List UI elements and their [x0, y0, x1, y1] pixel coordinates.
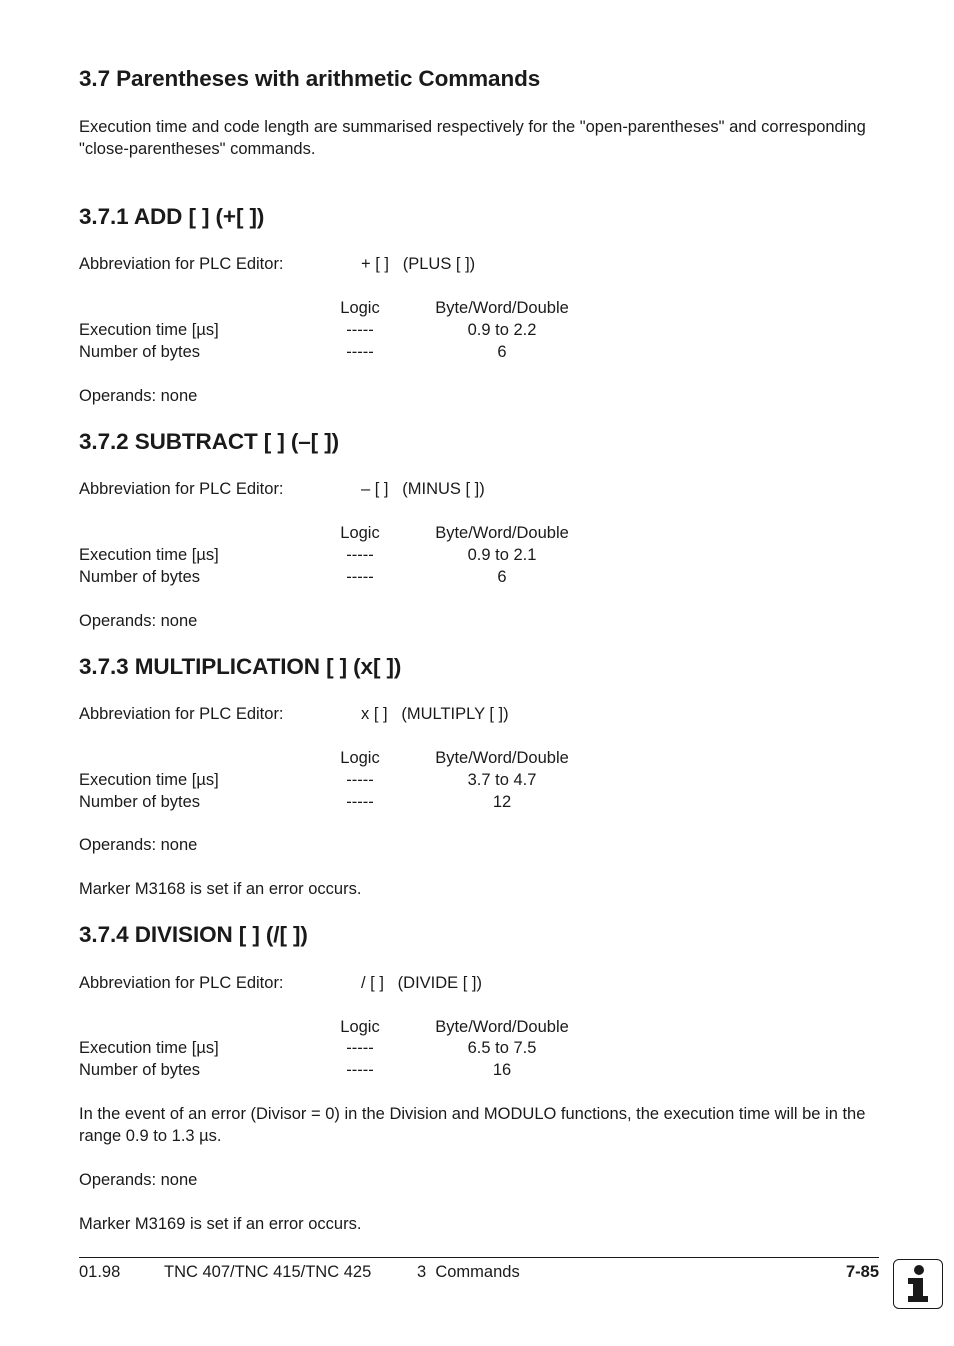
multiplication-operands: Operands: none	[79, 836, 198, 854]
subtract-bytes-value: 6	[497, 568, 507, 586]
multiplication-time-value: 3.7 to 4.7	[467, 771, 537, 789]
multiplication-bytes-value: 12	[492, 793, 512, 811]
add-heading: 3.7.1 ADD [ ] (+[ ])	[79, 204, 265, 229]
division-abbrev-value: / [ ] (DIVIDE [ ])	[361, 974, 483, 992]
division-bytes-logic: -----	[346, 1061, 374, 1079]
add-col-logic: Logic	[340, 299, 380, 317]
add-col-bwd: Byte/Word/Double	[435, 299, 569, 317]
footer-chapter: 3 Commands	[417, 1263, 520, 1281]
division-operands: Operands: none	[79, 1171, 198, 1189]
add-row-bytes-label: Number of bytes	[79, 343, 201, 361]
multiplication-bytes-logic: -----	[346, 793, 374, 811]
add-abbrev-value: + [ ] (PLUS [ ])	[361, 255, 476, 273]
multiplication-heading: 3.7.3 MULTIPLICATION [ ] (x[ ])	[79, 654, 402, 679]
add-time-logic: -----	[346, 321, 374, 339]
division-error-note: In the event of an error (Divisor = 0) in the Division and MODULO functions, the execution time will be in the range 0.9 to 1.3 µs.	[79, 1105, 866, 1145]
division-row-bytes-label: Number of bytes	[79, 1061, 201, 1079]
multiplication-col-logic: Logic	[340, 749, 380, 767]
subtract-col-bwd: Byte/Word/Double	[435, 524, 569, 542]
division-time-value: 6.5 to 7.5	[467, 1039, 537, 1057]
division-col-bwd: Byte/Word/Double	[435, 1018, 569, 1036]
division-row-time-label: Execution time [µs]	[79, 1039, 219, 1057]
footer-rule	[79, 1257, 879, 1258]
division-marker-note: Marker M3169 is set if an error occurs.	[79, 1215, 362, 1233]
multiplication-time-logic: -----	[346, 771, 374, 789]
subtract-col-logic: Logic	[340, 524, 380, 542]
multiplication-row-bytes-label: Number of bytes	[79, 793, 201, 811]
section-title: 3.7 Parentheses with arithmetic Commands	[79, 66, 541, 91]
multiplication-marker-note: Marker M3168 is set if an error occurs.	[79, 880, 362, 898]
subtract-time-logic: -----	[346, 546, 374, 564]
multiplication-abbrev-value: x [ ] (MULTIPLY [ ])	[361, 705, 509, 723]
add-bytes-logic: -----	[346, 343, 374, 361]
division-bytes-value: 16	[492, 1061, 512, 1079]
subtract-bytes-logic: -----	[346, 568, 374, 586]
add-abbrev-label: Abbreviation for PLC Editor:	[79, 255, 284, 273]
section-intro: Execution time and code length are summarised respectively for the "open-parentheses" and corresponding "close-parentheses" commands.	[79, 118, 866, 158]
add-operands: Operands: none	[79, 387, 198, 405]
multiplication-row-time-label: Execution time [µs]	[79, 771, 219, 789]
division-col-logic: Logic	[340, 1018, 380, 1036]
subtract-time-value: 0.9 to 2.1	[467, 546, 537, 564]
division-heading: 3.7.4 DIVISION [ ] (/[ ])	[79, 922, 308, 947]
info-glyph	[894, 1260, 941, 1307]
subtract-row-time-label: Execution time [µs]	[79, 546, 219, 564]
division-time-logic: -----	[346, 1039, 374, 1057]
multiplication-col-bwd: Byte/Word/Double	[435, 749, 569, 767]
subtract-operands: Operands: none	[79, 612, 198, 630]
division-abbrev-label: Abbreviation for PLC Editor:	[79, 974, 284, 992]
footer-date: 01.98	[79, 1263, 121, 1281]
subtract-heading: 3.7.2 SUBTRACT [ ] (–[ ])	[79, 429, 340, 454]
multiplication-abbrev-label: Abbreviation for PLC Editor:	[79, 705, 284, 723]
subtract-abbrev-value: – [ ] (MINUS [ ])	[361, 480, 485, 498]
subtract-abbrev-label: Abbreviation for PLC Editor:	[79, 480, 284, 498]
subtract-row-bytes-label: Number of bytes	[79, 568, 201, 586]
footer-page-number: 7-85	[845, 1263, 879, 1281]
add-time-value: 0.9 to 2.2	[467, 321, 537, 339]
footer-model: TNC 407/TNC 415/TNC 425	[164, 1263, 372, 1281]
info-icon	[893, 1259, 943, 1309]
add-row-time-label: Execution time [µs]	[79, 321, 219, 339]
add-bytes-value: 6	[497, 343, 507, 361]
